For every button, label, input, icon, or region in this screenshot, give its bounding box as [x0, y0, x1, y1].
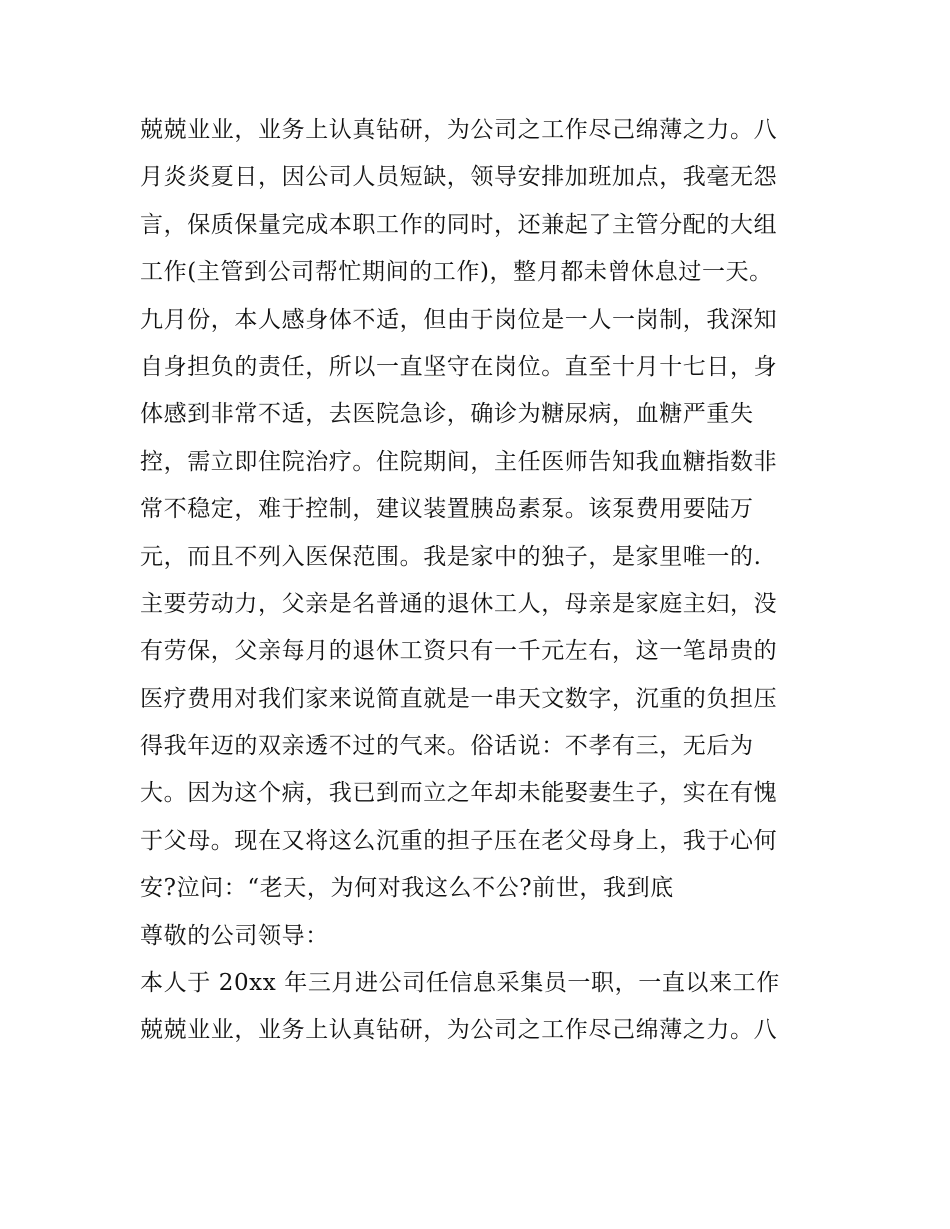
text-line: 言，保质保量完成本职工作的同时，还兼起了主管分配的大组: [140, 211, 778, 238]
text-line: 本人于 20xx 年三月进公司任信息采集员一职，一直以来工作: [140, 970, 780, 997]
text-line: 自身担负的责任，所以一直坚守在岗位。直至十月十七日，身: [140, 353, 778, 380]
text-line: 兢兢业业，业务上认真钻研，为公司之工作尽己绵薄之力。八: [140, 117, 778, 143]
text-line: 于父母。现在又将这么沉重的担子压在老父母身上，我于心何: [140, 827, 778, 854]
text-line: 常不稳定，难于控制，建议装置胰岛素泵。该泵费用要陆万: [140, 496, 754, 523]
text-line: 元，而且不列入医保范围。我是家中的独子，是家里唯一的.: [140, 543, 762, 570]
letter-body: [140, 107, 840, 1055]
text-line: 控，需立即住院治疗。住院期间，主任医师告知我血糖指数非: [140, 448, 778, 475]
text-line: 安?泣问：“老天，为何对我这么不公?前世，我到底: [140, 875, 674, 902]
text-line: 体感到非常不适，去医院急诊，确诊为糖尿病，血糖严重失: [140, 401, 754, 428]
text-line: 主要劳动力，父亲是名普通的退休工人，母亲是家庭主妇，没: [140, 590, 778, 617]
text-line: 月炎炎夏日，因公司人员短缺，领导安排加班加点，我毫无怨: [140, 164, 778, 191]
salutation-line: 尊敬的公司领导：: [140, 922, 329, 949]
text-line: 工作(主管到公司帮忙期间的工作)，整月都未曾休息过一天。: [140, 259, 773, 286]
text-line: 九月份，本人感身体不适，但由于岗位是一人一岗制，我深知: [140, 306, 778, 333]
text-line: 大。因为这个病，我已到而立之年却未能娶妻生子，实在有愧: [140, 780, 778, 807]
text-line: 兢兢业业，业务上认真钻研，为公司之工作尽己绵薄之力。八: [140, 1017, 778, 1044]
text-line: 有劳保，父亲每月的退休工资只有一千元左右，这一笔昂贵的: [140, 638, 778, 665]
text-line: 医疗费用对我们家来说简直就是一串天文数字，沉重的负担压: [140, 685, 778, 712]
text-line: 得我年迈的双亲透不过的气来。俗话说：不孝有三，无后为: [140, 733, 754, 760]
